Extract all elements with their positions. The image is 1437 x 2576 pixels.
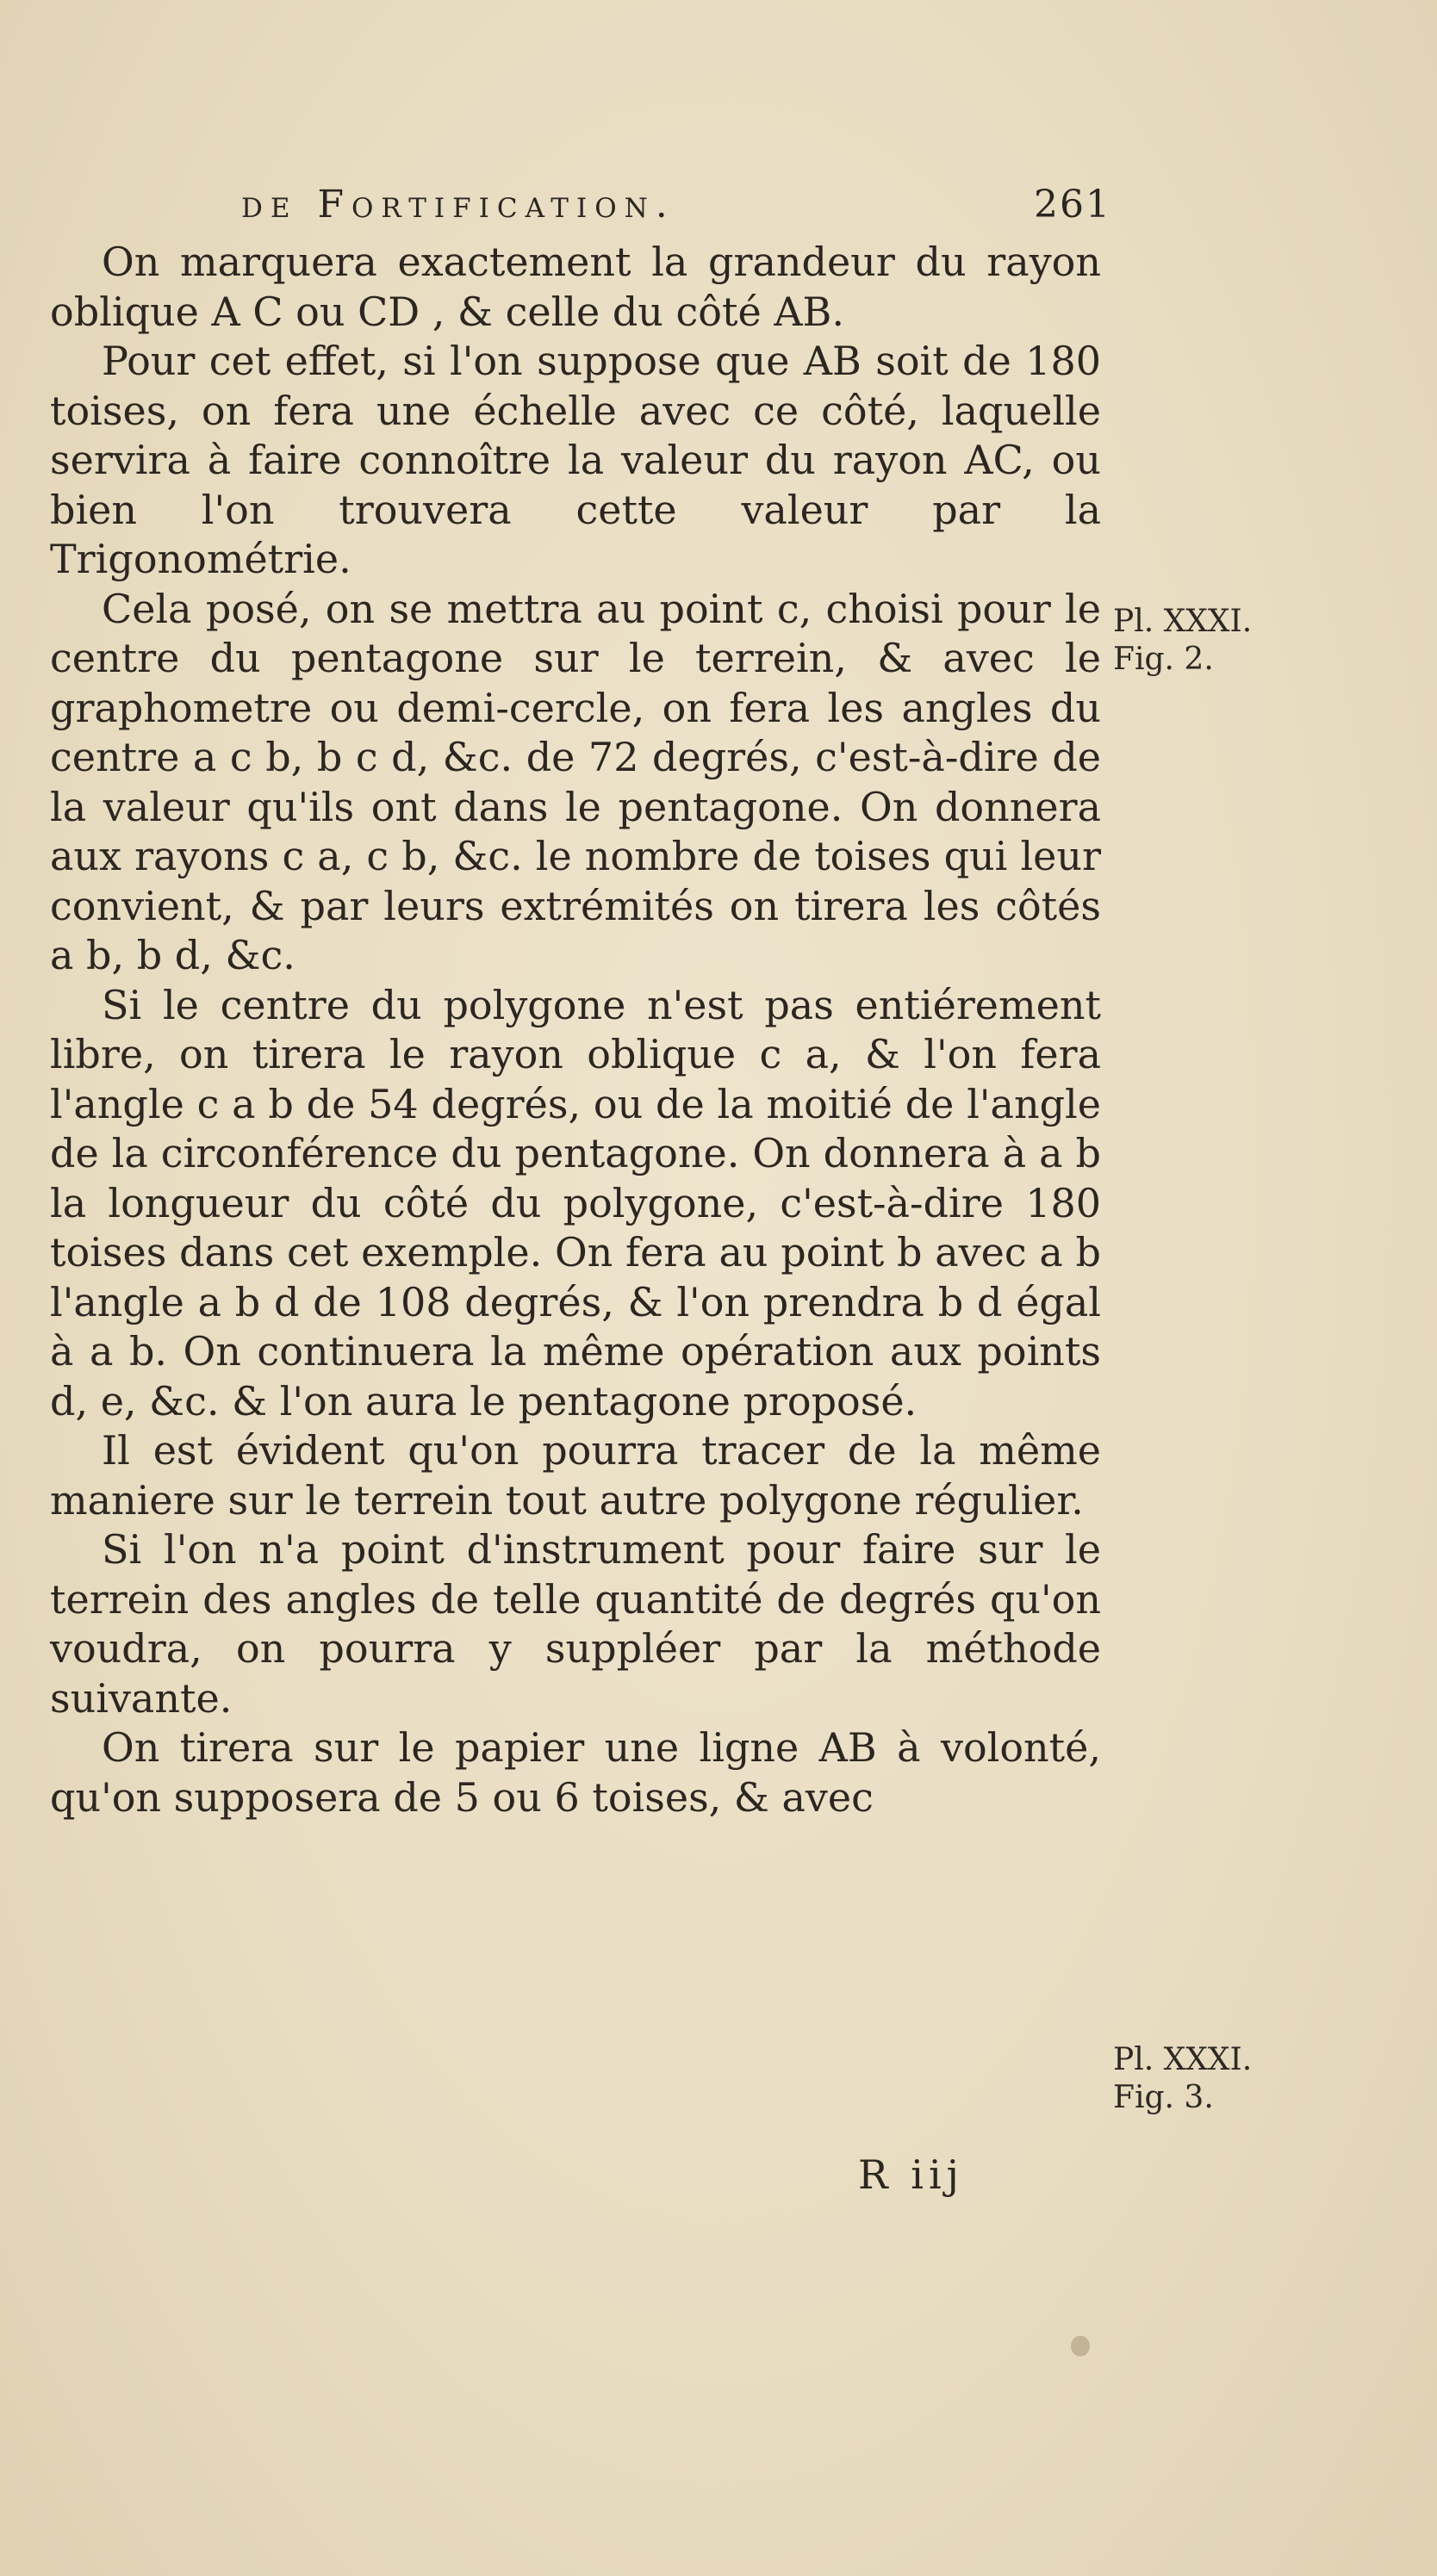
signature-mark: R iij: [858, 2151, 964, 2198]
paper-stain: [1071, 2336, 1090, 2356]
margin-note-plate: Pl. XXXI.: [1113, 2042, 1253, 2077]
paragraph: Si l'on n'a point d'instrument pour faire sur le terrein des angles de telle quantité de degrés qu'on voudra, on pourra y suppléer par la méthode suivante.: [50, 1526, 1101, 1722]
paragraph: Si le centre du polygone n'est pas entiérement libre, on tirera le rayon oblique c a, & l'on fera l'angle c a b de 54 degrés, ou de la moitié de l'angle de la circonférence du pentagone. On donnera à a b la longueur du côté du polygone, c'est-à-dire 180 toises dans cet exemple. On fera au point b avec a b l'angle a b d de 108 degrés, & l'on prendra b d égal à a b. On continuera la même opération aux points d, e, &c. & l'on aura le pentagone proposé.: [50, 981, 1101, 1425]
paragraph: On tirera sur le papier une ligne AB à volonté, qu'on supposera de 5 ou 6 toises, & avec: [50, 1724, 1101, 1821]
paragraph: Il est évident qu'on pourra tracer de la même maniere sur le terrein tout autre polygone régulier.: [50, 1427, 1101, 1524]
page-number: 261: [1034, 183, 1111, 227]
body-text: [50, 238, 1101, 1822]
margin-note-figure: Fig. 2.: [1113, 642, 1214, 677]
running-header: [241, 183, 1111, 234]
margin-note-plate: Pl. XXXI.: [1113, 604, 1253, 639]
paragraph: On marquera exactement la grandeur du rayon oblique A C ou CD , & celle du côté AB.: [50, 239, 1101, 335]
paragraph: Pour cet effet, si l'on suppose que AB soit de 180 toises, on fera une échelle avec ce côté, laquelle servira à faire connoître la valeur du rayon AC, ou bien l'on trouvera cette valeur par la Trigonométrie.: [50, 338, 1101, 582]
paragraph: Cela posé, on se mettra au point c, choisi pour le centre du pentagone sur le terrein, & avec le graphometre ou demi-cercle, on fera les angles du centre a c b, b c d, &c. de 72 degrés, c'est-à-dire de la valeur qu'ils ont dans le pentagone. On donnera aux rayons c a, c b, &c. le nombre de toises qui leur convient, & par leurs extrémités on tirera les côtés a b, b d, &c.: [50, 585, 1101, 978]
margin-note: [1113, 603, 1252, 679]
margin-note: [1113, 2041, 1252, 2117]
margin-note-figure: Fig. 3.: [1113, 2080, 1214, 2115]
header-title: de Fortification.: [241, 183, 675, 227]
